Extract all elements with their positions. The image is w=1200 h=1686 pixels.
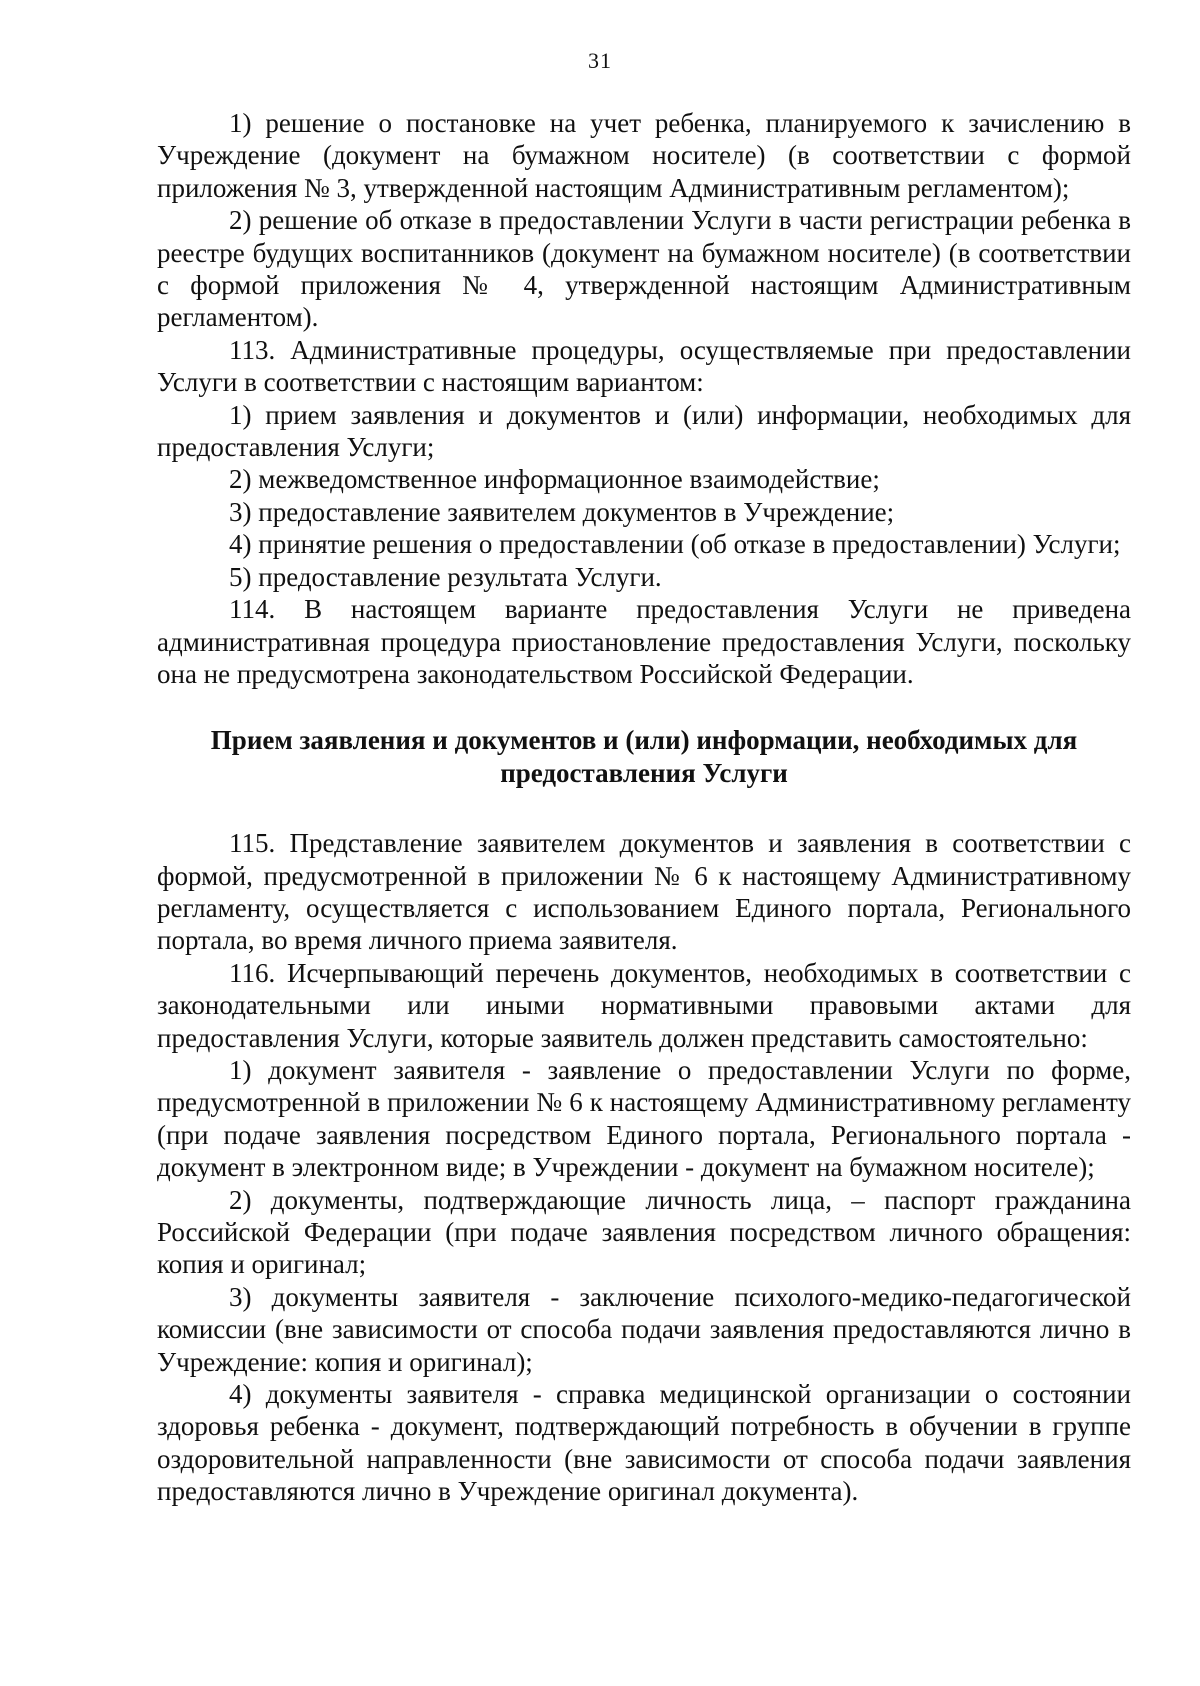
page-number: 31 [588,48,612,73]
list-item-procedure-1: 1) прием заявления и документов и (или) информации, необходимых для предоставления Услуги; [157,399,1131,463]
section-heading [157,724,1131,789]
list-item-document-1: 1) документ заявителя - заявление о предоставлении Услуги по форме, предусмотренной в приложении № 6 к настоящему Административному регламенту (при подаче заявления посредством Единого портала, Регионального портала - документ в электронном виде; в Учреждении - документ на бумажном носителе); [157,1054,1131,1183]
paragraph-decision-refusal: 2) решение об отказе в предоставлении Услуги в части регистрации ребенка в реестре будущих воспитанников (документ на бумажном носителе) (в соответствии с формой приложения № 4, утвержденной настоящим Административным регламентом). [157,205,1131,333]
list-item-procedure-2: 2) межведомственное информационное взаимодействие; [229,464,880,495]
list-item-procedure-5: 5) предоставление результата Услуги. [229,561,662,592]
paragraph-113: 113. Административные процедуры, осуществляемые при предоставлении Услуги в соответствии с настоящим вариантом: [157,334,1131,398]
paragraph-114: 114. В настоящем варианте предоставления Услуги не приведена административная процедура приостановление предоставления Услуги, поскольку она не предусмотрена законодательством Российской Федерации. [157,594,1131,689]
list-item-procedure-4: 4) принятие решения о предоставлении (об отказе в предоставлении) Услуги; [229,529,1121,560]
list-item-document-2: 2) документы, подтверждающие личность лица, – паспорт гражданина Российской Федерации (при подаче заявления посредством личного обращения: копия и оригинал; [157,1184,1131,1280]
list-item-document-3: 3) документы заявителя - заключение психолого-медико-педагогической комиссии (вне зависимости от способа подачи заявления предоставляются лично в Учреждение: копия и оригинал); [157,1281,1131,1377]
section-heading-line-1: Прием заявления и документов и (или) информации, необходимых для [210,725,1078,756]
section-heading-line-2: предоставления Услуги [500,757,788,788]
list-item-procedure-3: 3) предоставление заявителем документов в Учреждение; [229,496,895,527]
paragraph-115: 115. Представление заявителем документов и заявления в соответствии с формой, предусмотренной в приложении № 6 к настоящему Административному регламенту, осуществляется с использованием Единого портала, Регионального портала, во время личного приема заявителя. [157,828,1131,956]
paragraph-116: 116. Исчерпывающий перечень документов, необходимых в соответствии с законодательными или иными нормативными правовыми актами для предоставления Услуги, которые заявитель должен представить самостоятельно: [157,957,1131,1053]
document-body [157,107,1131,1508]
list-item-document-4: 4) документы заявителя - справка медицинской организации о состоянии здоровья ребенка - документ, подтверждающий потребность в обучении в группе оздоровительной направленности (вне зависимости от способа подачи заявления предоставляются лично в Учреждение оригинал документа). [157,1379,1131,1507]
paragraph-decision-registration: 1) решение о постановке на учет ребенка, планируемого к зачислению в Учреждение (документ на бумажном носителе) (в соответствии с формой приложения № 3, утвержденной настоящим Административным регламентом); [157,108,1131,203]
